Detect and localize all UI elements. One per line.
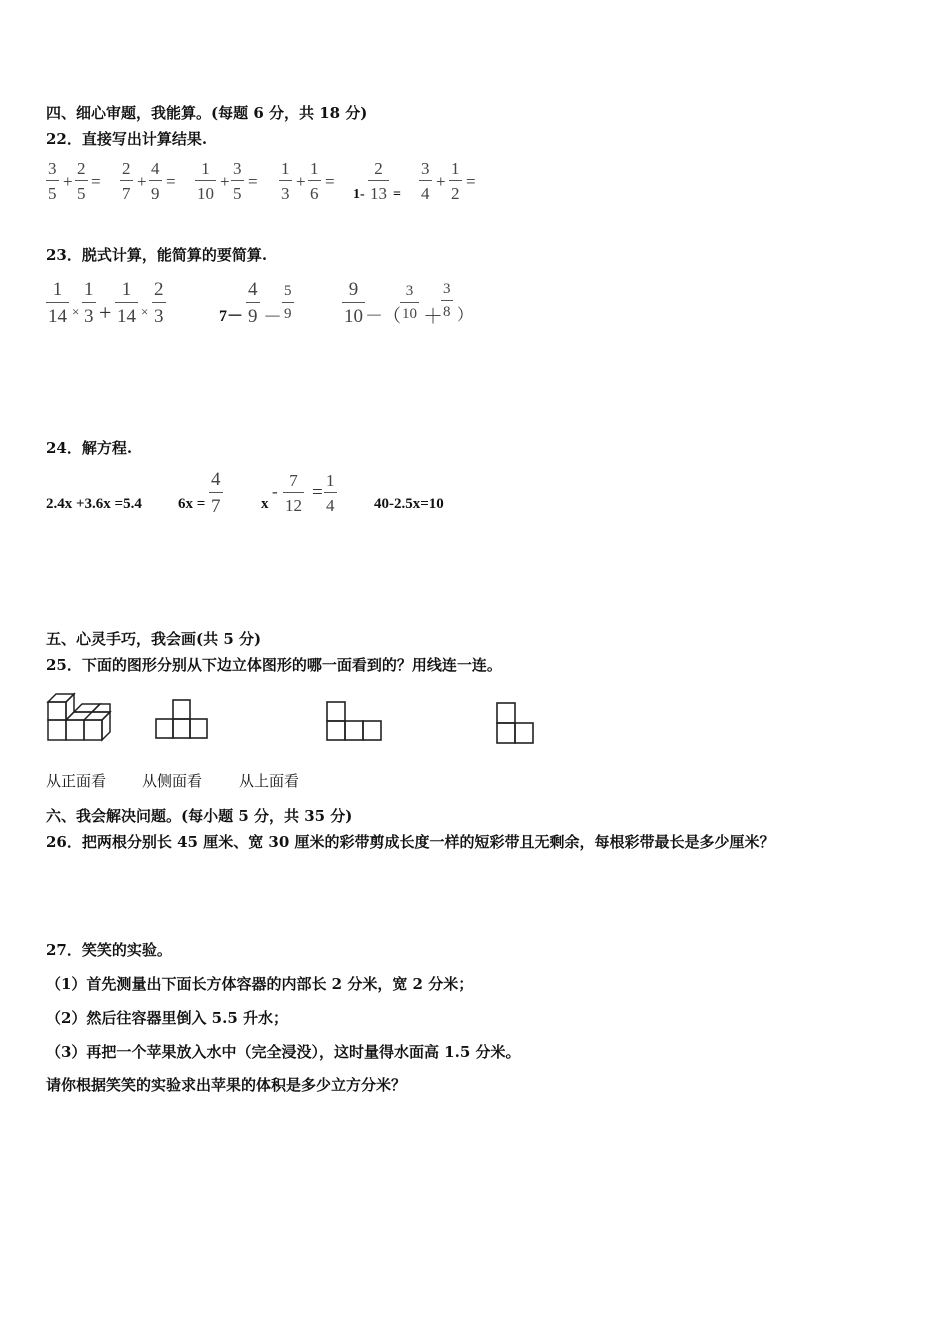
plus-sign: + — [137, 172, 147, 191]
denominator: 7 — [120, 180, 133, 202]
numerator: 3 — [405, 283, 414, 299]
fraction — [46, 280, 69, 326]
denominator: 14 — [46, 302, 69, 326]
cube-stack-figure — [44, 690, 120, 746]
equals-sign: = — [248, 172, 258, 191]
numerator: 1 — [201, 159, 210, 178]
denominator: 4 — [419, 180, 432, 202]
times-sign: × — [72, 304, 80, 319]
fraction — [75, 160, 88, 202]
question-27-step-3: （3）再把一个苹果放入水中（完全浸没），这时量得水面高 1.5 分米。 — [46, 1043, 521, 1061]
equals-sign: = — [312, 482, 323, 503]
fraction — [282, 284, 294, 322]
close-paren: ） — [457, 307, 474, 324]
section-6-title: 六、我会解决问题。(每小题 5 分，共 35 分) — [46, 807, 353, 825]
question-23-label: 23．脱式计算，能简算的要简算. — [46, 246, 268, 264]
minus-open-paren: －（ — [365, 306, 401, 326]
denominator: 5 — [75, 180, 88, 202]
denominator: 14 — [115, 302, 138, 326]
equation-2-lead: 6x = — [178, 496, 206, 512]
fraction — [82, 280, 96, 326]
section-4-title: 四、细心审题，我能算。(每题 6 分，共 18 分) — [46, 104, 368, 122]
numerator: 2 — [77, 159, 86, 178]
question-26: 26．把两根分别长 45 厘米、宽 30 厘米的彩带剪成长度一样的短彩带且无剩余，每根彩带最长是多少厘米？ — [46, 833, 775, 851]
plus-sign: + — [63, 172, 73, 191]
denominator: 9 — [282, 302, 294, 322]
question-27-label: 27．笑笑的实验。 — [46, 941, 172, 959]
equals-sign: = — [325, 172, 335, 191]
numerator: 1 — [121, 279, 132, 300]
one-minus: 1- — [353, 187, 365, 202]
fraction — [342, 280, 365, 326]
numerator: 4 — [151, 159, 160, 178]
denominator: 3 — [279, 180, 292, 202]
denominator: 10 — [195, 180, 216, 202]
denominator: 4 — [324, 492, 337, 514]
numerator: 1 — [310, 159, 319, 178]
numerator: 1 — [84, 279, 94, 300]
minus-sign: - — [272, 482, 278, 501]
numerator: 4 — [248, 279, 258, 300]
fraction — [231, 160, 244, 202]
question-24-label: 24．解方程. — [46, 439, 133, 457]
denominator: 12 — [283, 492, 304, 514]
view-shape-1 — [153, 697, 213, 743]
numerator: 2 — [122, 159, 131, 178]
fraction — [283, 472, 304, 514]
numerator: 2 — [154, 279, 164, 300]
numerator: 4 — [211, 469, 221, 490]
fraction — [324, 472, 337, 514]
numerator: 3 — [421, 159, 430, 178]
numerator: 1 — [451, 159, 460, 178]
plus-sign: + — [99, 300, 112, 325]
denominator: 10 — [342, 302, 365, 326]
seven-minus: 7－ — [219, 308, 244, 325]
question-27-prompt: 请你根据笑笑的实验求出苹果的体积是多少立方分米？ — [46, 1076, 407, 1094]
fraction — [246, 280, 260, 326]
numerator: 3 — [443, 281, 451, 297]
question-25-label: 25．下面的图形分别从下边立体图形的哪一面看到的？用线连一连。 — [46, 656, 502, 674]
denominator: 9 — [149, 180, 162, 202]
view-label-side: 从侧面看 — [142, 772, 203, 790]
fraction — [308, 160, 321, 202]
denominator: 10 — [400, 302, 419, 322]
fraction — [368, 160, 389, 202]
fraction — [279, 160, 292, 202]
numerator: 1 — [281, 159, 290, 178]
denominator: 9 — [246, 302, 260, 326]
fraction — [115, 280, 138, 326]
fraction — [441, 282, 453, 320]
denominator: 2 — [449, 180, 462, 202]
fraction — [149, 160, 162, 202]
numerator: 3 — [48, 159, 57, 178]
question-27-step-1: （1）首先测量出下面长方体容器的内部长 2 分米，宽 2 分米； — [46, 975, 474, 993]
equals-sign: = — [393, 187, 401, 202]
equation-4: 40-2.5x=10 — [374, 496, 444, 512]
denominator: 5 — [231, 180, 244, 202]
minus-sign: － — [263, 307, 283, 328]
view-label-top: 从上面看 — [239, 772, 300, 790]
denominator: 3 — [152, 302, 166, 326]
view-shape-3 — [494, 700, 538, 748]
fraction — [419, 160, 432, 202]
numerator: 1 — [326, 471, 335, 490]
numerator: 9 — [348, 279, 359, 300]
numerator: 7 — [289, 471, 298, 490]
plus-sign: + — [436, 172, 446, 191]
fraction — [120, 160, 133, 202]
numerator: 3 — [233, 159, 242, 178]
question-22-label: 22．直接写出计算结果. — [46, 130, 208, 148]
view-shape-2 — [324, 699, 386, 745]
denominator: 5 — [46, 180, 59, 202]
denominator: 7 — [209, 492, 223, 516]
fraction — [46, 160, 59, 202]
numerator: 5 — [284, 283, 292, 299]
variable-x: x — [261, 496, 269, 512]
plus-sign: + — [296, 172, 306, 191]
question-27-step-2: （2）然后往容器里倒入 5.5 升水； — [46, 1009, 288, 1027]
equals-sign: = — [91, 172, 101, 191]
fraction — [209, 470, 223, 516]
numerator: 1 — [52, 279, 63, 300]
numerator: 2 — [374, 159, 383, 178]
section-5-title: 五、心灵手巧，我会画(共 5 分) — [46, 630, 262, 648]
fraction — [400, 284, 419, 322]
fraction — [152, 280, 166, 326]
times-sign: × — [141, 304, 149, 319]
equals-sign: = — [166, 172, 176, 191]
plus-sign: + — [220, 172, 230, 191]
fraction — [195, 160, 216, 202]
equation-1: 2.4x +3.6x =5.4 — [46, 496, 142, 512]
plus-sign: ＋ — [423, 306, 443, 328]
denominator: 13 — [368, 180, 389, 202]
equals-sign: = — [466, 172, 476, 191]
view-label-front: 从正面看 — [46, 772, 107, 790]
denominator: 8 — [441, 300, 453, 320]
denominator: 3 — [82, 302, 96, 326]
fraction — [449, 160, 462, 202]
denominator: 6 — [308, 180, 321, 202]
